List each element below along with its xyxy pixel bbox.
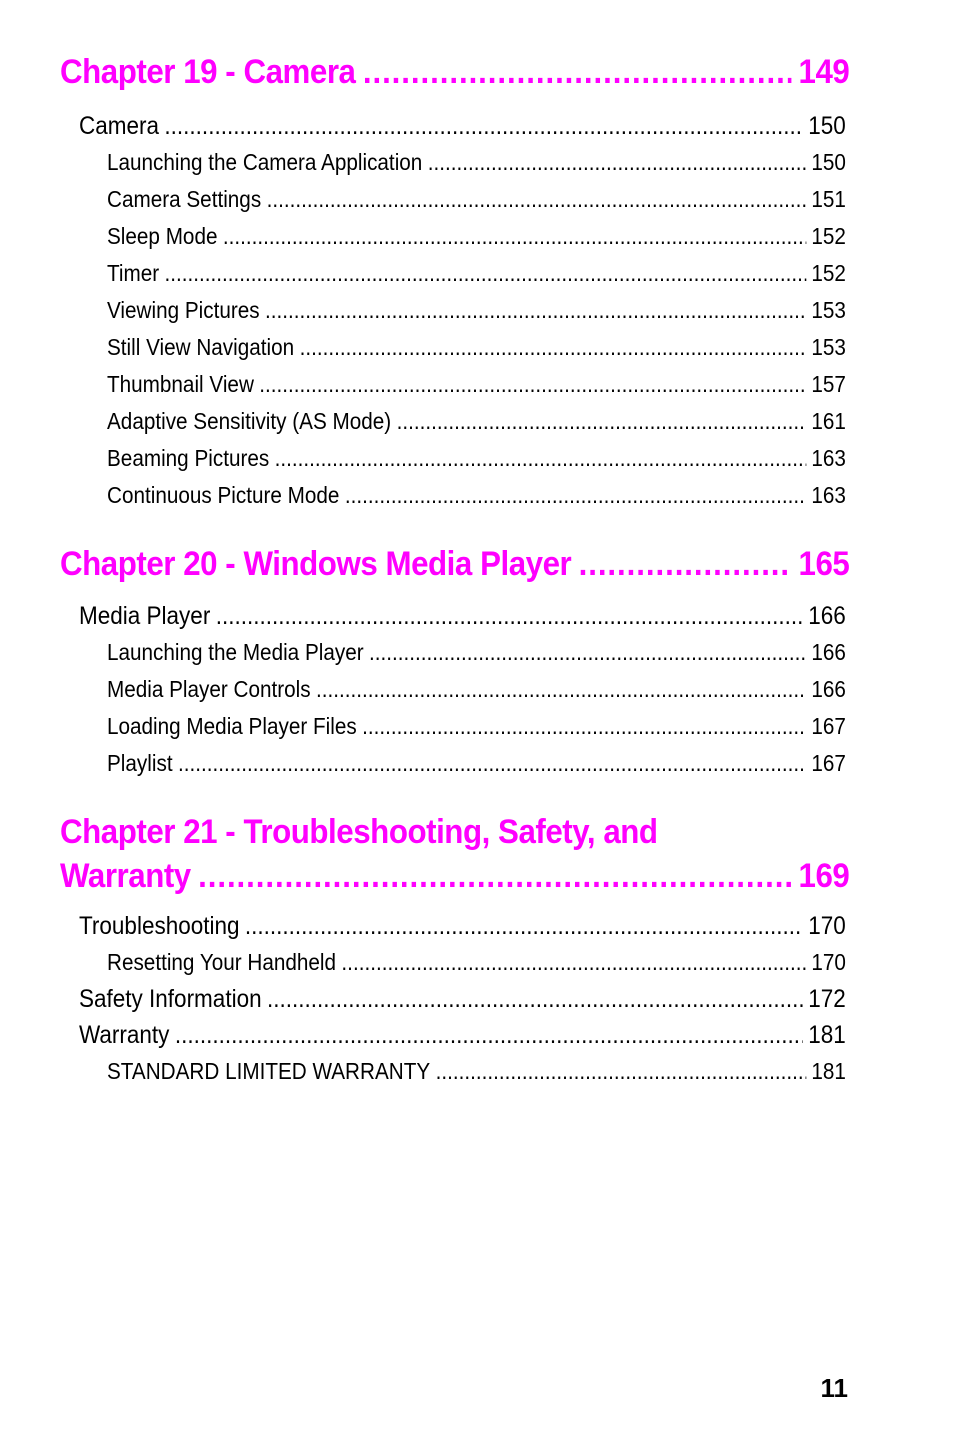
entry-label: Camera Settings	[107, 186, 262, 212]
toc-entry[interactable]	[107, 440, 846, 477]
table-of-contents	[60, 50, 849, 1118]
leader-dots	[245, 908, 803, 944]
entry-page: 161	[811, 408, 846, 434]
chapter-20-section	[60, 542, 849, 782]
chapter-title-line1: Chapter 21 - Troubleshooting, Safety, and	[60, 813, 658, 851]
toc-entry[interactable]	[107, 477, 846, 514]
toc-entry[interactable]	[107, 944, 846, 981]
chapter-entries	[60, 108, 849, 514]
entry-label: Warranty	[79, 1021, 170, 1049]
leader-dots	[397, 403, 806, 440]
entry-page: 150	[808, 112, 846, 140]
leader-dots	[362, 708, 806, 745]
entry-label: Resetting Your Handheld	[107, 949, 337, 975]
entry-page: 166	[811, 676, 846, 702]
entry-page: 167	[811, 750, 846, 776]
entry-label: Sleep Mode	[107, 223, 218, 249]
entry-label: Troubleshooting	[79, 912, 240, 940]
chapter-page-number: 165	[798, 545, 850, 583]
toc-entry[interactable]	[79, 598, 846, 634]
entry-page: 167	[811, 713, 846, 739]
chapter-entries	[60, 598, 849, 782]
entry-label: Loading Media Player Files	[107, 713, 357, 739]
leader-dots	[175, 1017, 803, 1053]
chapter-title: Chapter 19 - Camera	[60, 53, 356, 91]
leader-dots	[198, 854, 791, 898]
leader-dots	[341, 944, 806, 981]
entry-page: 157	[811, 371, 846, 397]
toc-entry[interactable]	[79, 108, 846, 144]
chapter-heading[interactable]	[60, 810, 849, 898]
entry-label: Launching the Camera Application	[107, 149, 423, 175]
chapter-page-number: 169	[798, 857, 850, 895]
chapter-title: Chapter 20 - Windows Media Player	[60, 545, 572, 583]
toc-entry[interactable]	[107, 144, 846, 181]
toc-entry[interactable]	[107, 671, 846, 708]
leader-dots	[345, 477, 806, 514]
entry-page: 166	[811, 639, 846, 665]
toc-entry[interactable]	[107, 1053, 846, 1090]
entry-page: 153	[811, 334, 846, 360]
chapter-19-section	[60, 50, 849, 514]
chapter-heading[interactable]	[60, 50, 849, 94]
toc-entry[interactable]	[107, 745, 846, 782]
entry-page: 181	[808, 1021, 846, 1049]
entry-page: 151	[811, 186, 846, 212]
toc-entry[interactable]	[107, 292, 846, 329]
toc-entry[interactable]	[107, 366, 846, 403]
leader-dots	[164, 108, 802, 144]
entry-page: 170	[811, 949, 846, 975]
toc-entry[interactable]	[107, 255, 846, 292]
entry-page: 152	[811, 223, 846, 249]
leader-dots	[275, 440, 806, 477]
leader-dots	[267, 981, 803, 1017]
entry-page: 170	[808, 912, 846, 940]
entry-label: Still View Navigation	[107, 334, 295, 360]
chapter-title: Warranty	[60, 857, 191, 895]
entry-page: 150	[811, 149, 846, 175]
entry-label: Playlist	[107, 750, 173, 776]
entry-page: 166	[808, 602, 846, 630]
toc-entry[interactable]	[107, 403, 846, 440]
leader-dots	[428, 144, 806, 181]
toc-entry[interactable]	[107, 181, 846, 218]
toc-entry[interactable]	[79, 1017, 846, 1053]
chapter-page-number: 149	[798, 53, 850, 91]
toc-entry[interactable]	[107, 329, 846, 366]
entry-label: Safety Information	[79, 985, 262, 1013]
entry-label: Camera	[79, 112, 160, 140]
leader-dots	[178, 745, 806, 782]
toc-entry[interactable]	[107, 218, 846, 255]
leader-dots	[300, 329, 806, 366]
toc-entry[interactable]	[79, 908, 846, 944]
toc-entry[interactable]	[107, 634, 846, 671]
leader-dots	[165, 255, 806, 292]
leader-dots	[216, 598, 803, 634]
toc-entry[interactable]	[79, 981, 846, 1017]
entry-page: 181	[811, 1058, 846, 1084]
page-number: 11	[820, 1373, 848, 1403]
leader-dots	[223, 218, 806, 255]
entry-page: 163	[811, 445, 846, 471]
leader-dots	[265, 292, 806, 329]
leader-dots	[436, 1053, 806, 1090]
leader-dots	[579, 542, 792, 586]
chapter-heading[interactable]	[60, 542, 849, 586]
chapter-entries	[60, 908, 849, 1090]
entry-page: 163	[811, 482, 846, 508]
leader-dots	[363, 50, 791, 94]
entry-page: 172	[808, 985, 846, 1013]
entry-label: Viewing Pictures	[107, 297, 260, 323]
leader-dots	[267, 181, 806, 218]
entry-label: Timer	[107, 260, 160, 286]
entry-label: Launching the Media Player	[107, 639, 364, 665]
leader-dots	[316, 671, 806, 708]
toc-entry[interactable]	[107, 708, 846, 745]
entry-label: Media Player	[79, 602, 211, 630]
leader-dots	[369, 634, 806, 671]
entry-label: STANDARD LIMITED WARRANTY	[107, 1058, 431, 1084]
entry-page: 152	[811, 260, 846, 286]
chapter-21-section	[60, 810, 849, 1090]
entry-label: Continuous Picture Mode	[107, 482, 340, 508]
entry-label: Media Player Controls	[107, 676, 311, 702]
entry-label: Beaming Pictures	[107, 445, 270, 471]
leader-dots	[259, 366, 806, 403]
entry-label: Adaptive Sensitivity (AS Mode)	[107, 408, 392, 434]
entry-label: Thumbnail View	[107, 371, 254, 397]
entry-page: 153	[811, 297, 846, 323]
